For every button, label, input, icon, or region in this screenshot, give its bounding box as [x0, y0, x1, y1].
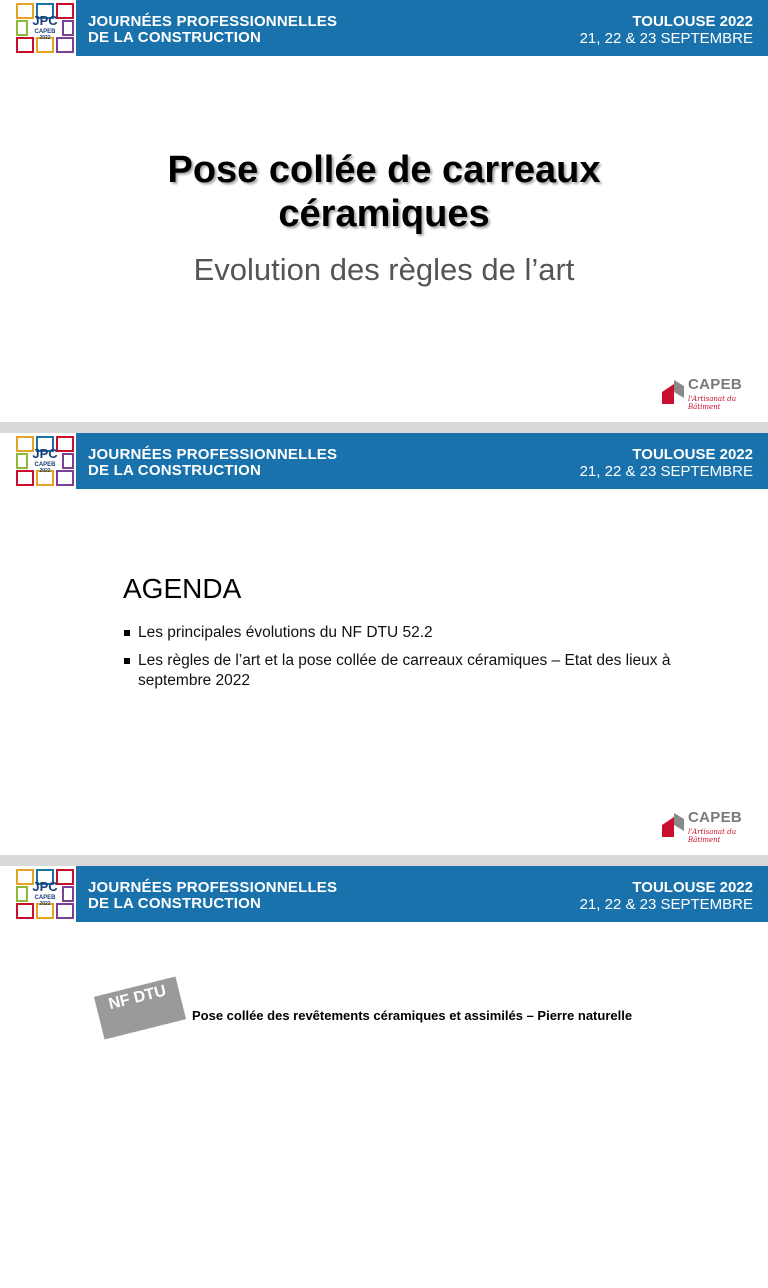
- agenda-item: Les règles de l’art et la pose collée de carreaux céramiques – Etat des lieux à septembre 2022: [124, 651, 684, 691]
- event-title: [88, 14, 337, 46]
- agenda-list: [124, 623, 684, 699]
- capeb-logo: [660, 376, 752, 410]
- jpc-logo-icon: [16, 436, 74, 486]
- slide-subtitle: Evolution des règles de l’art: [193, 252, 575, 287]
- event-dates: 21, 22 & 23 SEPTEMBRE: [579, 30, 753, 47]
- capeb-mark-icon: [660, 811, 686, 839]
- event-title-line2: DE LA CONSTRUCTION: [88, 895, 262, 912]
- svg-text:CAPEB: CAPEB: [34, 462, 56, 468]
- jpc-logo-icon: [16, 3, 74, 53]
- svg-text:2022: 2022: [39, 901, 51, 907]
- slide-title-line1: Pose collée de carreaux: [167, 149, 601, 191]
- agenda-title: AGENDA: [123, 573, 242, 604]
- capeb-mark-icon: [660, 378, 686, 406]
- event-title-line1: JOURNÉES PROFESSIONNELLES: [88, 13, 338, 30]
- event-city: TOULOUSE 2022: [632, 879, 753, 896]
- header-banner: [0, 433, 768, 489]
- slide-1: [0, 0, 768, 422]
- capeb-logo: [660, 809, 752, 843]
- event-dates: 21, 22 & 23 SEPTEMBRE: [579, 463, 753, 480]
- nf-dtu-badge: NF DTU: [94, 976, 186, 1039]
- header-banner: [0, 866, 768, 922]
- event-dates: 21, 22 & 23 SEPTEMBRE: [579, 896, 753, 913]
- slide-title-line2: céramiques: [278, 193, 490, 235]
- slide-title: [0, 148, 768, 236]
- svg-text:2022: 2022: [39, 468, 51, 474]
- event-title-line2: DE LA CONSTRUCTION: [88, 462, 262, 479]
- svg-text:CAPEB: CAPEB: [34, 895, 56, 901]
- header-banner: [0, 0, 768, 56]
- jpc-logo-icon: [16, 869, 74, 919]
- event-title-line1: JOURNÉES PROFESSIONNELLES: [88, 879, 338, 896]
- event-city: TOULOUSE 2022: [632, 13, 753, 30]
- slide-heading: Pose collée des revêtements céramiques et assimilés – Pierre naturelle: [192, 1008, 633, 1023]
- svg-text:2022: 2022: [39, 35, 51, 41]
- event-city: TOULOUSE 2022: [632, 446, 753, 463]
- capeb-name: CAPEB: [688, 376, 743, 393]
- svg-text:CAPEB: CAPEB: [34, 29, 56, 35]
- svg-text:JPC: JPC: [32, 13, 58, 28]
- svg-text:JPC: JPC: [32, 446, 58, 461]
- event-title: [88, 880, 337, 912]
- svg-text:JPC: JPC: [32, 879, 58, 894]
- slide-2: [0, 433, 768, 855]
- capeb-tagline: l'Artisanat du Bâtiment: [688, 395, 737, 411]
- capeb-name: CAPEB: [688, 809, 743, 826]
- event-title-line1: JOURNÉES PROFESSIONNELLES: [88, 446, 338, 463]
- capeb-tagline: l'Artisanat du Bâtiment: [688, 828, 737, 844]
- event-title: [88, 447, 337, 479]
- event-title-line2: DE LA CONSTRUCTION: [88, 29, 262, 46]
- slide-3: [0, 866, 768, 1288]
- agenda-item: Les principales évolutions du NF DTU 52.2: [124, 623, 684, 643]
